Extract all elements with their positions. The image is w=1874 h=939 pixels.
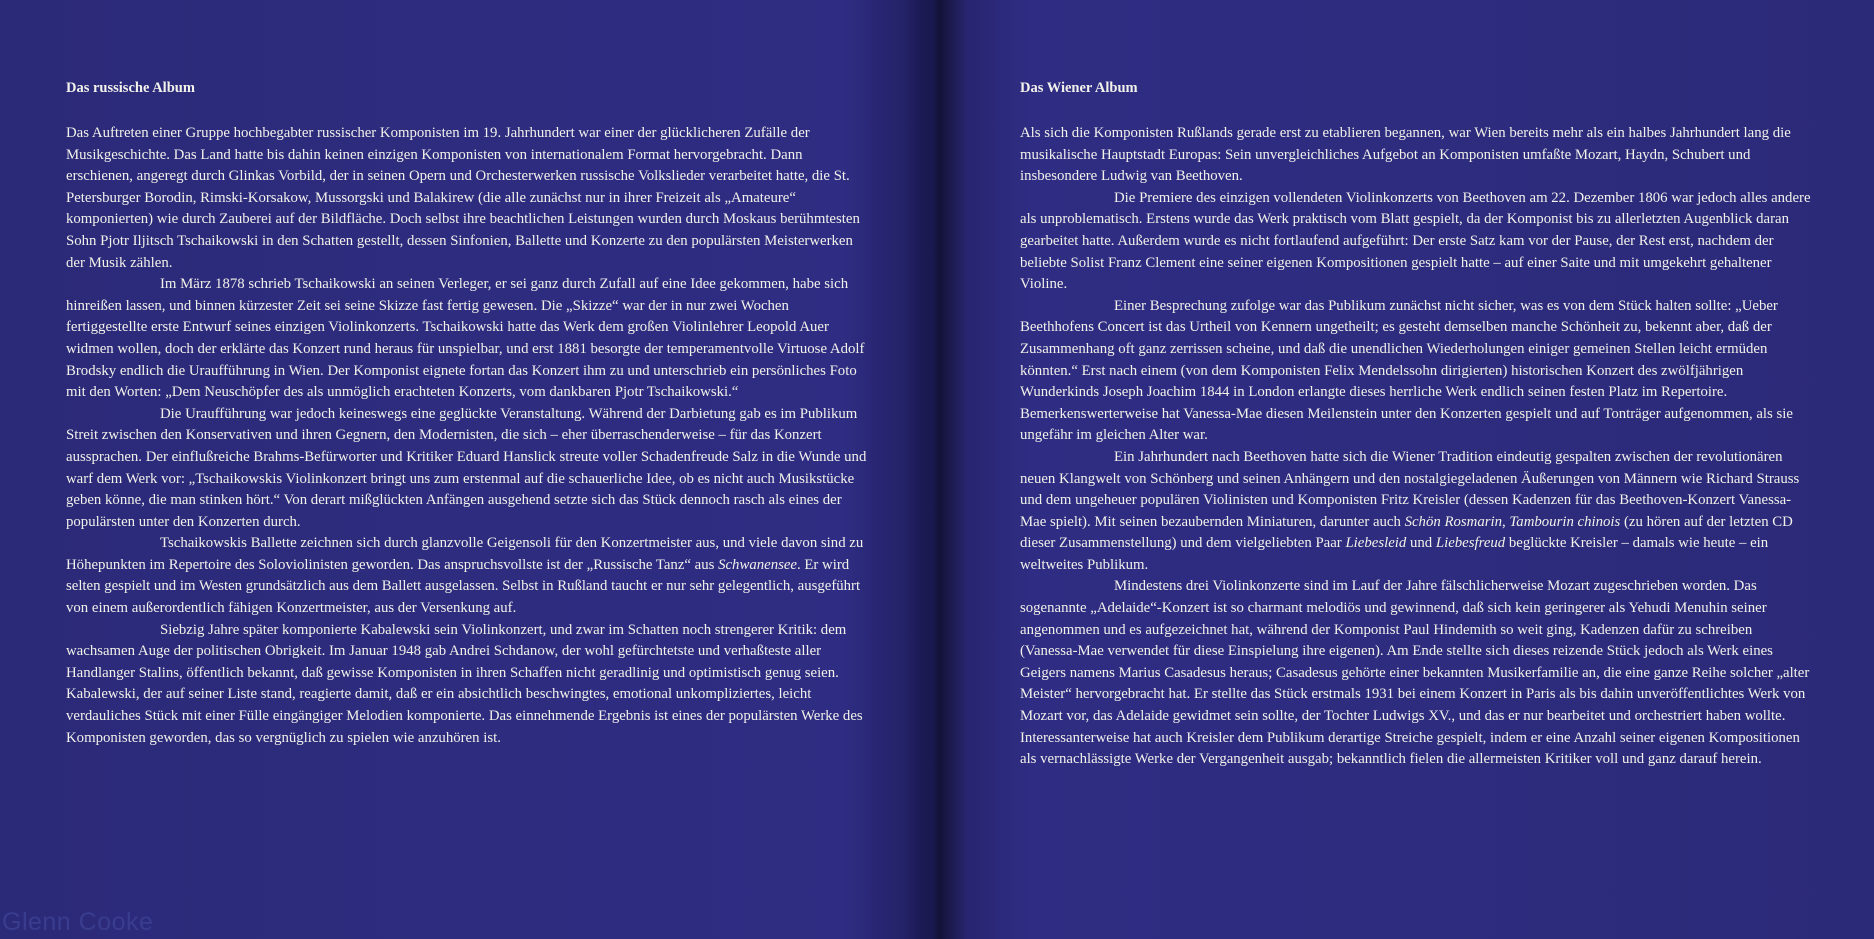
right-paragraph-5: Mindestens drei Violinkonzerte sind im Lauf der Jahre fälschlicherweise Mozart zugeschrieben worden. Das sogenannte „Adelaide“-Konzert ist so charmant melodiös und gewinnend, daß sich kein geringerer als Yehudi Menuhin seiner angenommen und es aufgezeichnet hat, während der Komponist Paul Hindemith so weit ging, Kadenzen dafür zu schreiben (Vanessa-Mae verwendet für diese Einspielung ihre eigenen). Am Ende stellte sich dieses reizende Stück jedoch als Werk eines Geigers namens Marius Casadesus heraus; Casadesus gehörte einer bekannten Musikerfamilie an, die eine ganze Reihe solcher „alter Meister“ hervorgebracht hat. Er stellte das Stück erstmals 1931 bei einem Konzert in Paris als bis dahin unveröffentlichtes Werk von Mozart vor, das Adelaide gewidmet sein sollte, der Tochter Ludwigs XV., und das er nur bearbeitet und orchestriert haben wollte. Interessanterweise hat auch Kreisler dem Publikum derartige Streiche gespielt, indem er eine Anzahl seiner eigenen Kompositionen als vernachlässigte Werke der Vergangenheit ausgab; bekanntlich fielen die allermeisten Kritiker voll und ganz darauf herein.	[1020, 578, 1810, 768]
left-paragraph-4	[66, 533, 871, 619]
italic-title: Liebesfreud	[1435, 535, 1506, 552]
right-paragraph-2: Die Premiere des einzigen vollendeten Violinkonzerts von Beethoven am 22. Dezember 1806 war jedoch alles andere als unproblematisch. Erstens wurde das Werk praktisch vom Blatt gespielt, da der Komponist bis zu allerletzten Augenblick daran gearbeitet hatte. Außerdem wurde es nicht fortlaufend aufgeführt: Der erste Satz kam vor der Pause, der Rest erst, nachdem der beliebte Solist Franz Clement eine seiner eigenen Kompositionen gespielt hatte – auf einer Saite und mit umgekehrt gehaltener Violine.	[1020, 189, 1811, 293]
italic-title: Schön Rosmarin	[1404, 513, 1503, 530]
left-paragraph-1: Das Auftreten einer Gruppe hochbegabter russischer Komponisten im 19. Jahrhundert war einer der glücklicheren Zufälle der Musikgeschichte. Das Land hatte bis dahin keinen einzigen Komponisten von internationalem Format hervorgebracht. Dann erschienen, angeregt durch Glinkas Vorbild, der in seinen Opern und Orchesterwerken russische Volkslieder verarbeitet hatte, die St. Petersburger Borodin, Rimski-Korsakow, Mussorgski und Balakirew (die alle zunächst nur in ihrer Freizeit als „Amateure“ komponierten) wie durch Zauberei auf der Bildfläche. Doch selbst ihre beachtlichen Leistungen wurden durch Moskaus berühmtesten Sohn Pjotr Iljitsch Tschaikowski in den Schatten gestellt, dessen Sinfonien, Ballette und Konzerte zu den populärsten Meisterwerken der Musik zählen.	[66, 125, 860, 271]
text-run: Tschaikowskis Ballette zeichnen sich durch glanzvolle Geigensoli für den Konzertmeister aus, und viele davon sind zu Höhepunkten im Repertoire des Soloviolinisten geworden. Das anspruchsvollste ist der „Russische Tanz“ aus	[66, 535, 864, 573]
italic-title: Liebesleid	[1345, 535, 1407, 552]
text-run: und	[1406, 535, 1436, 552]
watermark: Glenn Cooke	[2, 908, 154, 936]
right-paragraph-3: Einer Besprechung zufolge war das Publikum zunächst nicht sicher, was es von dem Stück halten sollte: „Ueber Beethhofens Concert ist das Urtheil von Kennern ungetheilt; es gesteht demselben manche Schönheit zu, bekennt aber, daß der Zusammenhang oft ganz zerrissen scheine, und daß die unendlichen Wiederholungen einiger gemeinen Stellen leicht ermüden könnten.“ Erst nach einem (von dem Komponisten Felix Mendelssohn dirigierten) historischen Konzert des zwölfjährigen Wunderkinds Joseph Joachim 1844 in London erlangte dieses herrliche Werk endlich seinen festen Platz im Repertoire. Bemerkenswerterweise hat Vanessa-Mae diesen Meilenstein unter den Konzerten gespielt und auf Tonträger aufgenommen, als sie ungefähr im gleichen Alter war.	[1020, 297, 1793, 444]
center-fold	[905, 0, 967, 939]
text-run: beglückte Kreisler – damals wie heute – ein weltweites Publikum.	[1020, 535, 1769, 573]
text-run: . Er wird selten gespielt und im Westen grundsätzlich aus dem Ballett ausgelassen. Selbst in Rußland taucht er nur sehr gelegentlich, ausgeführt von einem außerordentlich fähigen Konzertmeister, aus der Versenkung auf.	[66, 556, 861, 617]
text-run: ,	[1502, 513, 1510, 530]
left-paragraph-2: Im März 1878 schrieb Tschaikowski an seinen Verleger, er sei ganz durch Zufall auf eine Idee gekommen, habe sich hinreißen lassen, und binnen kürzester Zeit sei seine Skizze fast fertig gewesen. Die „Skizze“ war der in nur zwei Wochen fertiggestellte erste Entwurf seines einzigen Violinkonzerts. Tschaikowski hatte das Werk dem großen Violinlehrer Leopold Auer widmen wollen, doch der erklärte das Konzert rund heraus für unspielbar, und erst 1881 besorgte der temperamentvolle Virtuose Adolf Brodsky endlich die Uraufführung in Wien. Der Komponist eignete fortan das Konzert ihm zu und unterschrieb ein persönliches Foto mit den Worten: „Dem Neuschöpfer des als unmöglich erachteten Konzerts, vom dankbaren Pjotr Tschaikowski.“	[66, 276, 865, 401]
right-page-title: Das Wiener Album	[1020, 80, 1138, 96]
text-run: (zu hören auf der letzten CD dieser Zusammenstellung) und dem vielgeliebten Paar	[1020, 513, 1793, 552]
right-paragraph-1: Als sich die Komponisten Rußlands gerade erst zu etablieren begannen, war Wien bereits mehr als ein halbes Jahrhundert lang die musikalische Hauptstadt Europas: Sein unvergleichliches Aufgebot an Komponisten umfaßte Mozart, Haydn, Schubert und insbesondere Ludwig van Beethoven.	[1020, 125, 1791, 185]
text-run: Ein Jahrhundert nach Beethoven hatte sich die Wiener Tradition eindeutig gespalten zwischen der revolutionären neuen Klangwelt von Schönberg und seinen Anhängern und den nostalgiegeladenen Äußerungen von Männern wie Richard Strauss und dem ungeheuer populären Violinisten und Komponisten Fritz Kreisler (dessen Kadenzen für das Beethoven-Konzert Vanessa-Mae spielt). Mit seinen bezaubernden Miniaturen, darunter auch	[1020, 448, 1800, 530]
italic-title: Schwanensee	[718, 556, 797, 573]
italic-title: Tambourin chinois	[1509, 513, 1621, 530]
right-page	[1020, 78, 1812, 771]
right-paragraph-4	[1020, 447, 1812, 577]
left-paragraph-3: Die Uraufführung war jedoch keineswegs eine geglückte Veranstaltung. Während der Darbietung gab es im Publikum Streit zwischen den Konservativen und ihren Gegnern, den Modernisten, die sich – eher überraschenderweise – für das Konzert aussprachen. Der einflußreiche Brahms-Befürworter und Kritiker Eduard Hanslick streute voller Schadenfreude Salz in die Wunde und warf dem Werk vor: „Tschaikowskis Violinkonzert bringt uns zum erstenmal auf die schauerliche Idee, ob es nicht auch Musikstücke geben könne, die man stinken hört.“ Von derart mißglückten Anfängen ausgehend setzte sich das Stück dennoch rasch als eines der populärsten unter den Konzerten durch.	[66, 405, 867, 530]
left-page-title: Das russische Album	[66, 80, 195, 96]
left-paragraph-5: Siebzig Jahre später komponierte Kabalewski sein Violinkonzert, und zwar im Schatten noch strengerer Kritik: dem wachsamen Auge der politischen Obrigkeit. Im Januar 1948 gab Andrei Schdanow, der wohl gefürchtetste und verhaßteste aller Handlanger Stalins, öffentlich bekannt, daß gewisse Komponisten in ihren Schaffen nicht geradlinig und optimistisch genug seien. Kabalewski, der auf seiner Liste stand, reagierte damit, daß er ein absichtlich beschwingtes, emotional unkompliziertes, leicht verdauliches Stück mit einer Fülle eingängiger Melodien komponierte. Das einnehmende Ergebnis ist eines der populärsten Werke des Komponisten geworden, das so vergnüglich zu spielen wie anzuhören ist.	[66, 621, 863, 746]
left-page	[66, 78, 871, 749]
